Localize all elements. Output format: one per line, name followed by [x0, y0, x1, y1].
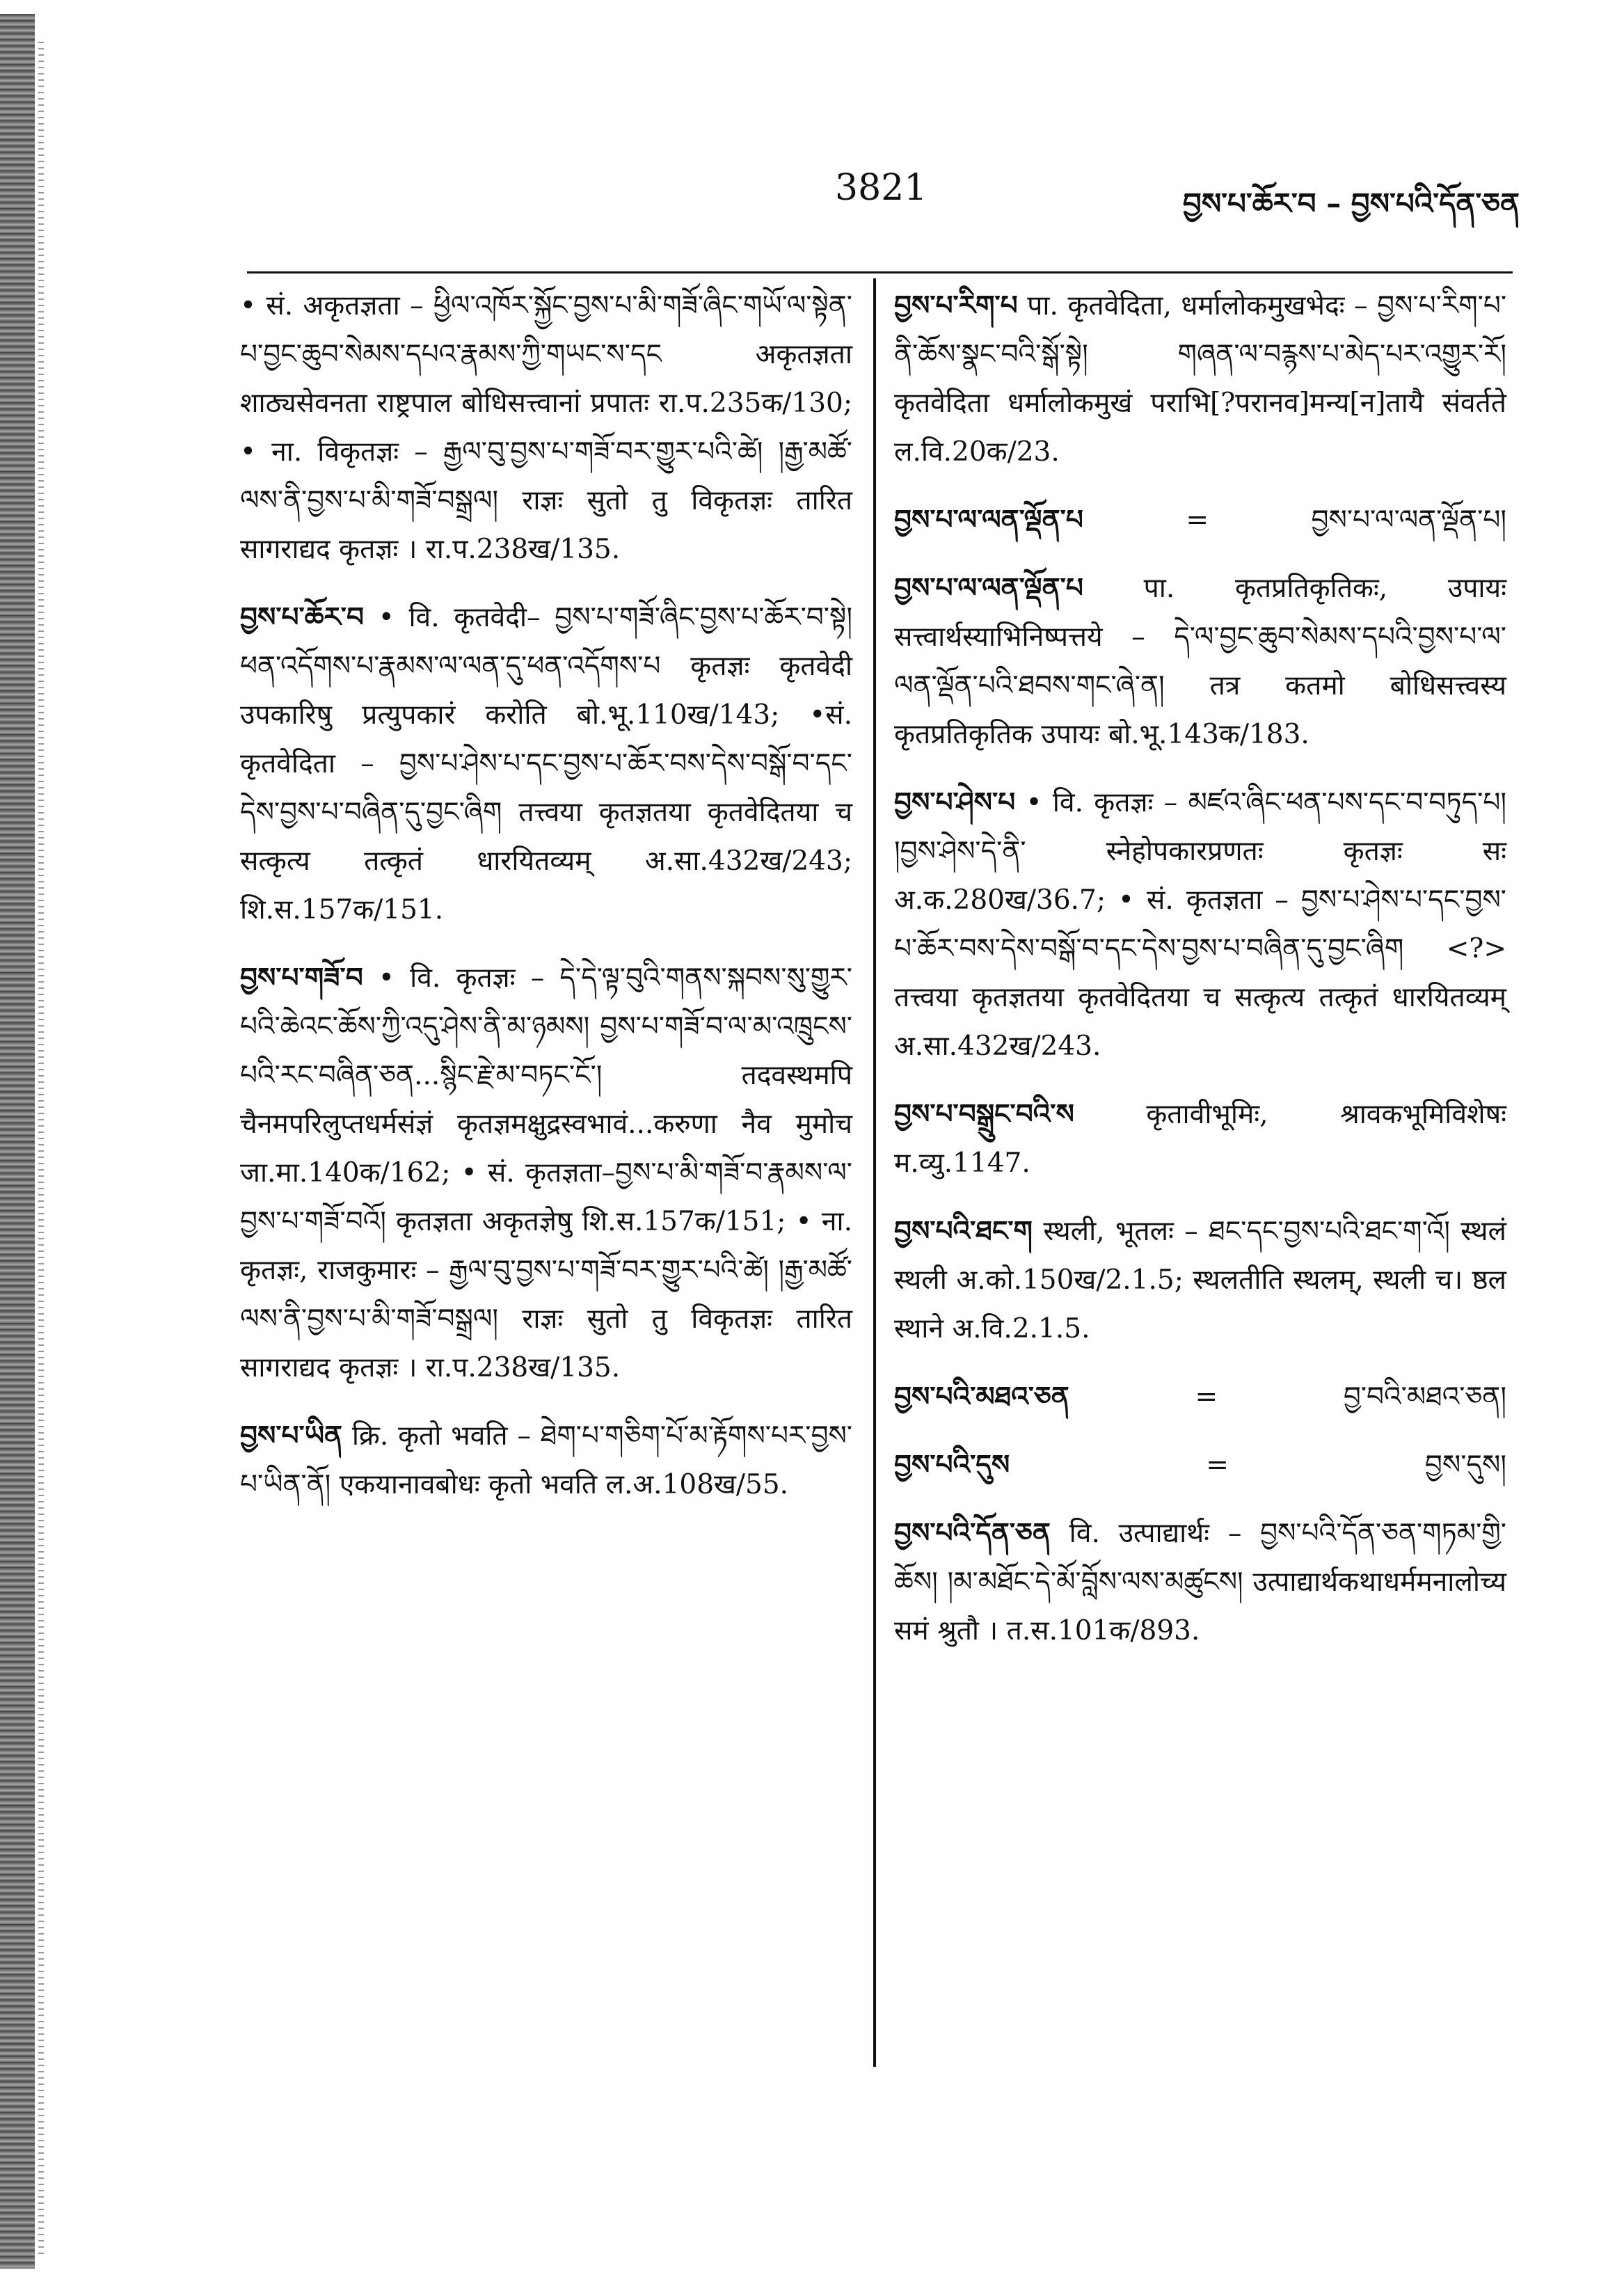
column-divider — [873, 278, 876, 2067]
dictionary-entry — [894, 1090, 1506, 1188]
dictionary-entry — [894, 564, 1506, 759]
dictionary-entry — [894, 282, 1506, 477]
binding-shadow — [38, 42, 44, 2255]
equals-sign: = — [1186, 505, 1209, 536]
entry-text: • वि. कृतज्ञः – མཛའ་ཞིང་ཕན་པས་དང་བ་བཏུད་པ། །བྱས་ཤེས་དེ་ནི་ स्नेहोपकारप्रणतः कृतज्ञः सः अ.क.280ख/36.7; • सं. कृतज्ञता – བྱས་པ་ཤེས་པ་དང་བྱས་པ་ཆོར་བས་དེས་བསྒོ་བ་དང་དེས་བྱས་པ་བཞིན་དུ་བྱང་ཞིག <?> तत्त्वया कृतज्ञतया कृतवेदितया च सत्कृत्य तत्कृतं धारयितव्यम् अ.सा.432ख/243. — [894, 787, 1506, 1062]
headword: བྱས་པ་ཆོར་བ — [240, 602, 364, 633]
headword: བྱས་པ་ཤེས་པ — [894, 787, 1016, 818]
headword: བྱས་པའི་ཐང་ག — [894, 1216, 1033, 1247]
headword: བྱས་པའི་དོན་ཅན — [894, 1518, 1051, 1549]
cross-reference-target: བྱ་བའི་མཐའ་ཅན། — [1343, 1381, 1506, 1413]
dictionary-entry — [240, 954, 852, 1392]
headword: བྱས་པ་གཟོ་བ — [240, 962, 363, 994]
entry-text: • सं. अकृतज्ञता – ཕྱིལ་འཁོར་སྐྱོང་བྱས་པ་མི་གཟོ་ཞིང་གཡོ་ལ་སྟེན་པ་བྱང་ཆུབ་སེམས་དཔའ་རྣམས་ཀྱི་གཡང་ས་དང अकृतज्ञता शाठ्यसेवनता राष्ट्रपाल बोधिसत्त्वानां प्रपातः रा.प.235क/130; • ना. विकृतज्ञः – རྒྱལ་བུ་བྱས་པ་གཟོ་བར་གྱུར་པའི་ཚེ། །རྒྱ་མཚོ་ལས་ནི་བྱས་པ་མི་གཟོ་བསྒྲལ། राज्ञः सुतो तु विकृतज्ञः तारित सागराद्यद कृतज्ञः । रा.प.238ख/135. — [240, 290, 852, 565]
headword: བྱས་པའི་དུས — [894, 1450, 1010, 1481]
headword: བྱས་པ་བསྒྲུང་བའི་ས — [894, 1099, 1074, 1130]
entry-text: पा. कृतप्रतिकृतिकः, उपायः सत्त्वार्थस्याभिनिष्पत्तये – དེ་ལ་བྱང་ཆུབ་སེམས་དཔའི་བྱས་པ་ལ་ལན་ལྡོན་པའི་ཐབས་གང་ཞེ་ན། तत्र कतमो बोधिसत्त्वस्य कृतप्रतिकृतिक उपायः बो.भू.143क/183. — [894, 573, 1507, 750]
cross-reference-target: བྱས་དུས། — [1424, 1450, 1506, 1481]
headword: བྱས་པ་ལ་ལན་ལྡོན་པ — [894, 573, 1083, 604]
book-binding-edge — [0, 14, 35, 2269]
dictionary-entry — [894, 779, 1506, 1071]
entry-text: कृतावीभूमिः, श्रावकभूमिविशेषः म.व्यु.1147. — [894, 1099, 1506, 1179]
dictionary-entry — [894, 1207, 1506, 1354]
entry-text: पा. कृतवेदिता, धर्मालोकमुखभेदः – བྱས་པ་རིག་པ་ནི་ཆོས་སྣང་བའི་སྒོ་སྟེ། གཞན་ལ་བརྙས་པ་མེད་པར་འགྱུར་རོ། कृतवेदिता धर्मालोकमुखं पराभि[?परानव]मन्य[न]तायै संवर्तते ल.वि.20क/23. — [894, 290, 1507, 468]
entry-text: • वि. कृतवेदी– བྱས་པ་གཟོ་ཞིང་བྱས་པ་ཆོར་བ་སྟེ། ཕན་འདོགས་པ་རྣམས་ལ་ལན་དུ་ཕན་འདོགས་པ कृतज्ञः कृतवेदी उपकारिषु प्रत्युपकारं करोति बो.भू.110ख/143; •सं. कृतवेदिता – བྱས་པ་ཤེས་པ་དང་བྱས་པ་ཆོར་བས་དེས་བསྒོ་བ་དང་དེས་བྱས་པ་བཞིན་དུ་བྱང་ཞིག तत्त्वया कृतज्ञतया कृतवेदितया च सत्कृत्य तत्कृतं धारयितव्यम् अ.सा.432ख/243; शि.स.157क/151. — [240, 602, 852, 926]
dictionary-entry — [240, 1412, 852, 1509]
dictionary-entry — [240, 594, 852, 935]
cross-reference-entry — [894, 1441, 1506, 1490]
headword: བྱས་པ་ཡིན — [240, 1420, 342, 1452]
equals-sign: = — [1206, 1450, 1229, 1481]
right-column — [894, 282, 1506, 1675]
entry-text: • वि. कृतज्ञः – དེ་དེ་ལྟ་བུའི་གནས་སྐབས་སུ་གྱུར་པའི་ཆེའང་ཆོས་ཀྱི་འདུ་ཤེས་ནི་མ་ཉམས། བྱས་པ་གཟོ་བ་ལ་མ་འཁྲུངས་པའི་རང་བཞིན་ཅན...སྙིང་རྗེ་མ་བཏང་ངོ་། तदवस्थमपि चैनमपरिलुप्तधर्मसंज्ञं कृतज्ञमक्षुद्रस्वभावं...करुणा नैव मुमोच जा.मा.140क/162; • सं. कृतज्ञता–བྱས་པ་མི་གཟོ་བ་རྣམས་ལ་བྱས་པ་གཟོ་བའོ། कृतज्ञता अकृतज्ञेषु शि.स.157क/151; • ना. कृतज्ञः, राजकुमारः – རྒྱལ་བུ་བྱས་པ་གཟོ་བར་གྱུར་པའི་ཚེ། །རྒྱ་མཚོ་ལས་ནི་བྱས་པ་མི་གཟོ་བསྒྲལ། राज्ञः सुतो तु विकृतज्ञः तारित सागराद्यद कृतज्ञः । रा.प.238ख/135. — [240, 962, 852, 1383]
cross-reference-entry — [894, 1373, 1506, 1422]
cross-reference-target: བྱས་པ་ལ་ལན་ལྡོན་པ། — [1311, 505, 1506, 536]
headword: བྱས་པ་རིག་པ — [894, 290, 1018, 322]
left-column — [240, 282, 852, 1529]
entry-text: क्रि. कृतो भवति – ཐེག་པ་གཅིག་པོ་མ་རྟོགས་པར་བྱས་པ་ཡིན་ནོ། एकयानावबोधः कृतो भवति ल.अ.108ख/55. — [240, 1420, 852, 1500]
cross-reference-entry — [894, 496, 1506, 545]
equals-sign: = — [1195, 1381, 1218, 1413]
entry-text: वि. उत्पाद्यार्थः – བྱས་པའི་དོན་ཅན་གཏམ་གྱི་ཆོས། །མ་མཐོང་དེ་མོ་བློས་ལས་མཚུངས། उत्पाद्यार्थकथाधर्ममनालोच्य समं श्रुतौ । त.स.101क/893. — [894, 1518, 1506, 1646]
entry-text: स्थली, भूतलः – ཐང་དང་བྱས་པའི་ཐང་ག་འོ། स्थलं स्थली अ.को.150ख/2.1.5; स्थलतीति स्थलम्, स्थली च। ष्ठल स्थाने अ.वि.2.1.5. — [894, 1216, 1506, 1344]
headword: བྱས་པའི་མཐའ་ཅན — [894, 1381, 1069, 1413]
running-head: བྱས་པ་ཆོར་བ – བྱས་པའི་དོན་ཅན — [1182, 186, 1520, 221]
headword: བྱས་པ་ལ་ལན་ལྡོན་པ — [894, 505, 1083, 536]
dictionary-entry — [240, 282, 852, 574]
page-number: 3821 — [835, 167, 928, 209]
header-rule — [247, 271, 1513, 273]
dictionary-entry — [894, 1509, 1506, 1656]
